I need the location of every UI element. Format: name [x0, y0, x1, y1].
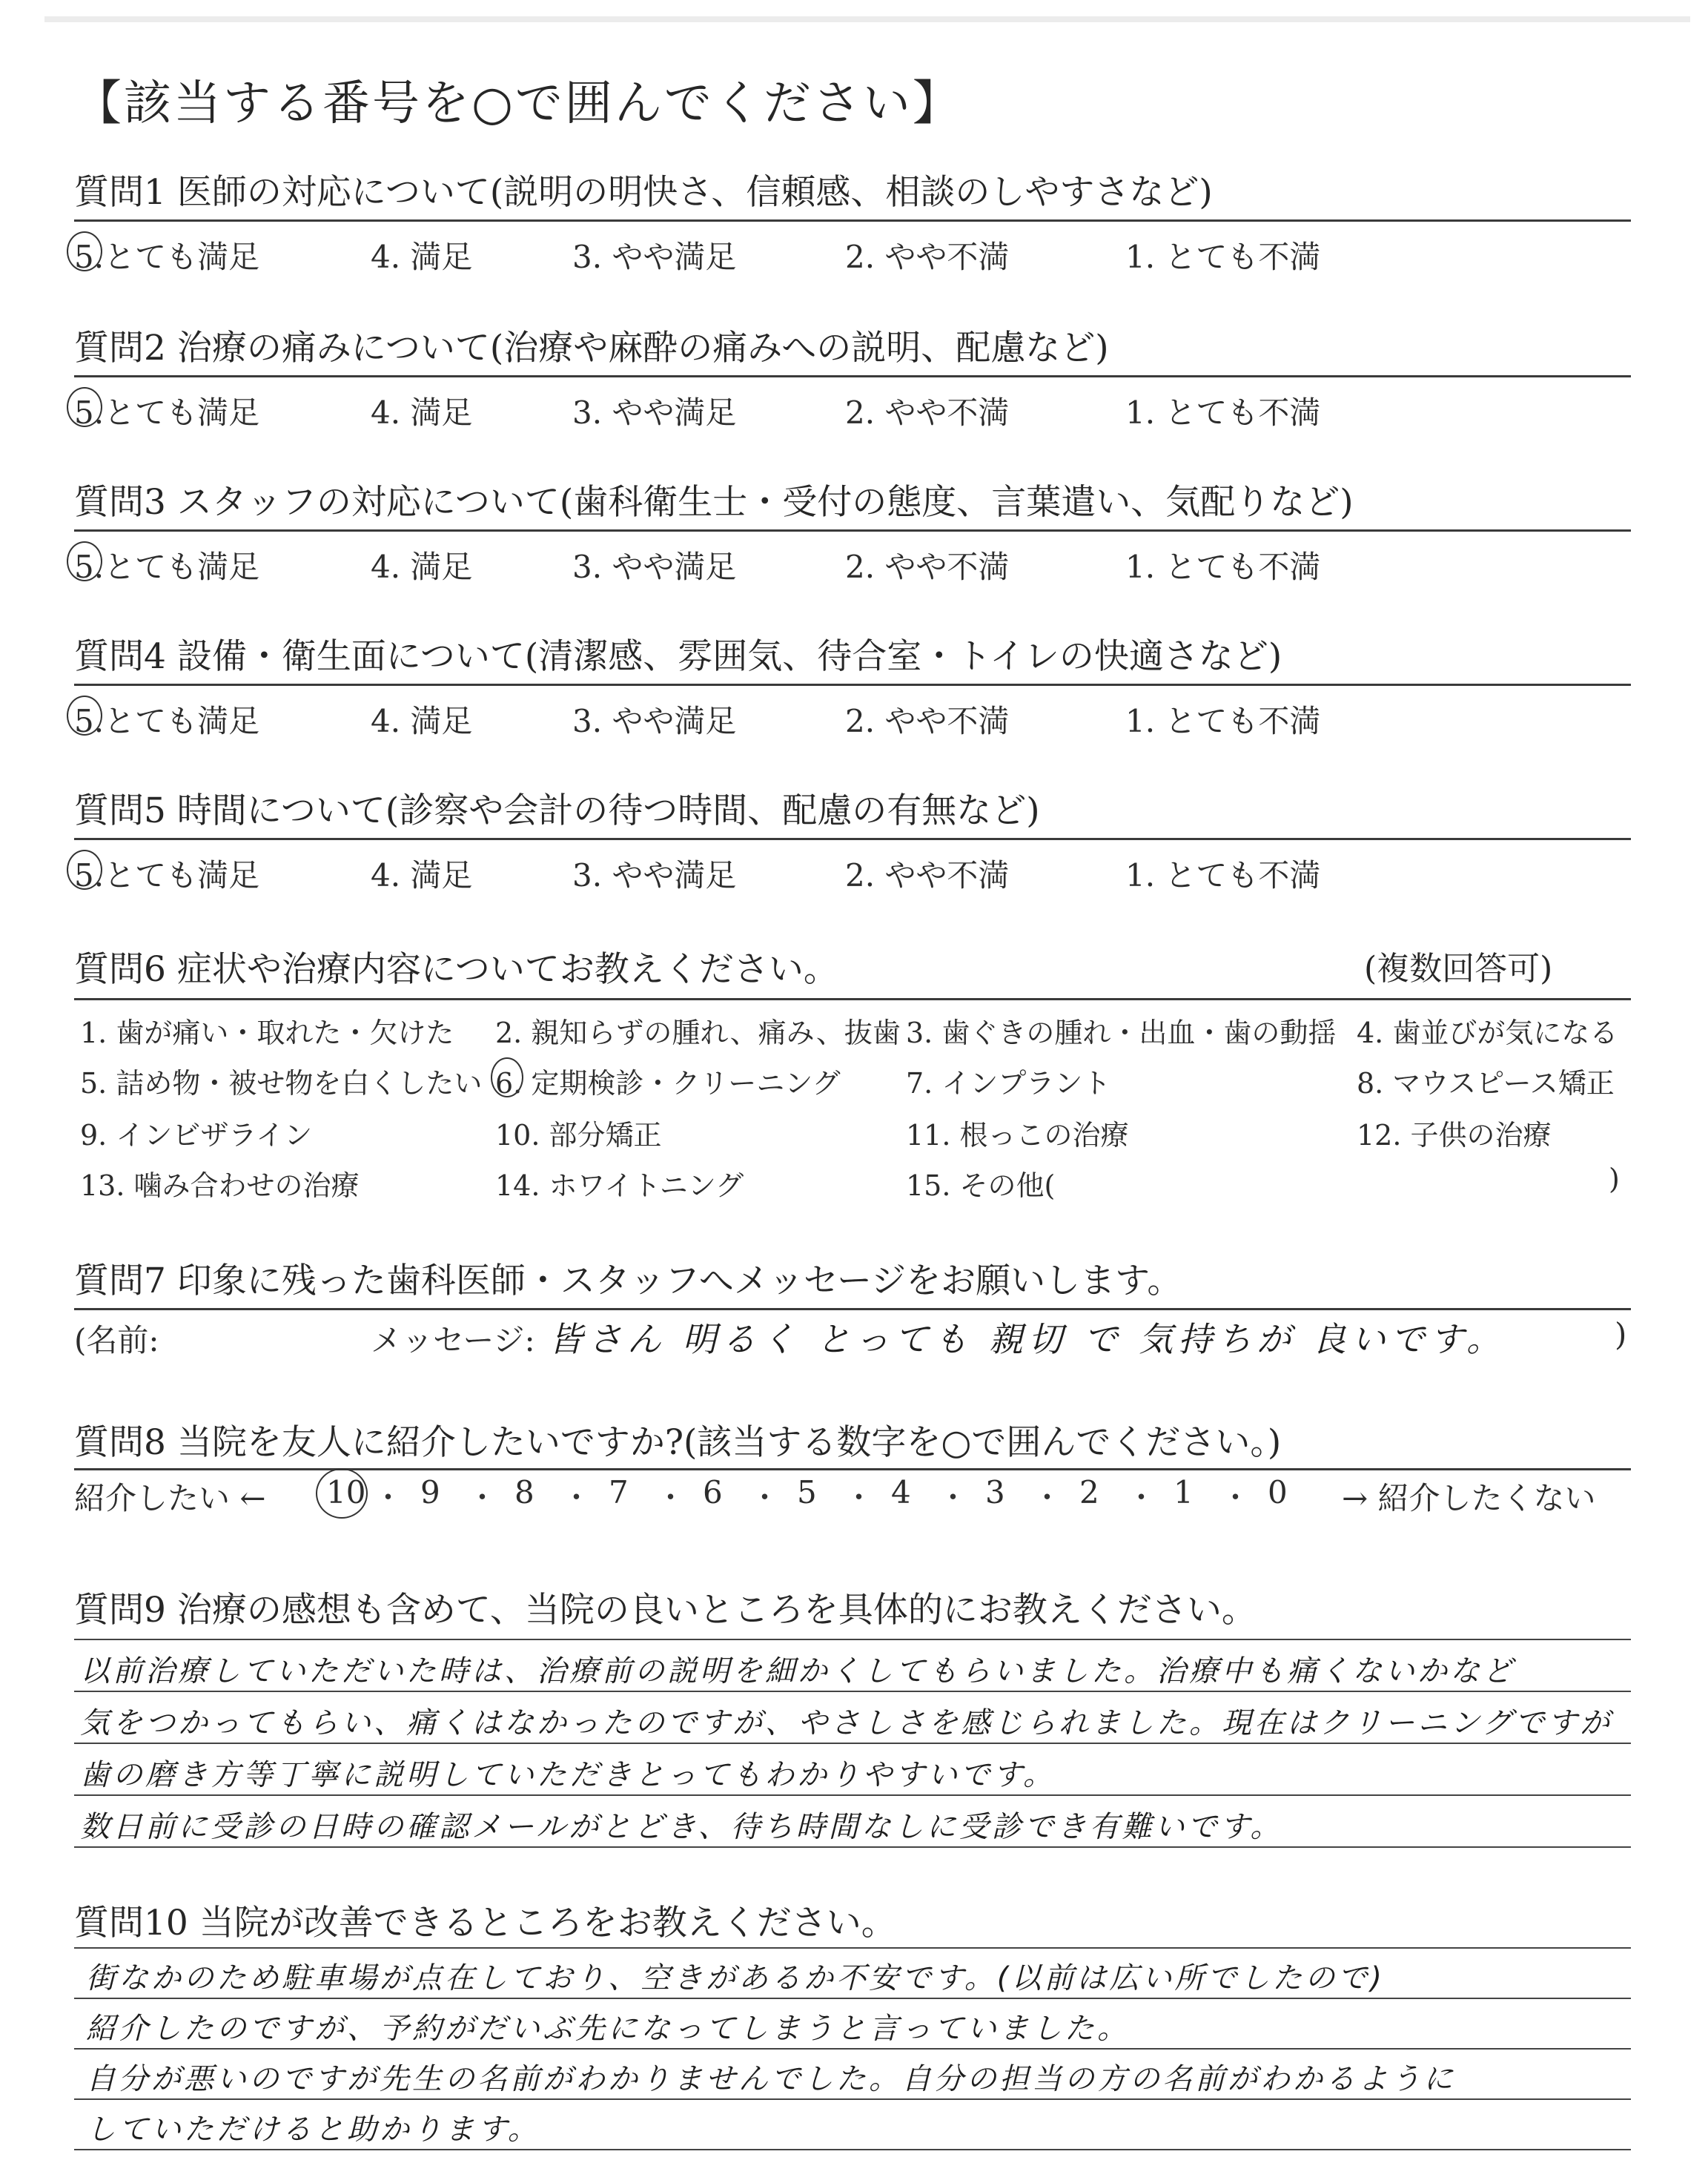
question-7-rule	[74, 1308, 1631, 1310]
q3-option-1: 1. とても不満	[1125, 549, 1321, 585]
question-8-rule	[74, 1468, 1631, 1470]
q6-option-9: 9. インビザライン	[80, 1119, 313, 1152]
recommend-score-1: 1	[1174, 1474, 1194, 1510]
scale-separator-dot: ・	[467, 1481, 497, 1515]
q5-option-2: 2. やや不満	[845, 857, 1010, 894]
q2-option-2: 2. やや不満	[845, 394, 1010, 431]
q2-option-1: 1. とても不満	[1125, 394, 1321, 431]
q4-selected-circle	[67, 696, 102, 736]
question-5-label: 質問5 時間について(診察や会計の待つ時間、配慮の有無など)	[74, 790, 1040, 831]
q9-answer-line-3: 歯の磨き方等丁寧に説明していただきとってもわかりやすいです。	[80, 1758, 1056, 1792]
message-label: メッセージ:	[371, 1322, 535, 1358]
q3-option-2: 2. やや不満	[845, 549, 1010, 585]
question-6-label: 質問6 症状や治療内容についてお教えください。	[74, 949, 838, 990]
q6-option-5: 5. 詰め物・被せ物を白くしたい	[80, 1067, 483, 1100]
question-4-label: 質問4 設備・衛生面について(清潔感、雰囲気、待合室・トイレの快適さなど)	[74, 636, 1282, 677]
q3-option-3: 3. やや満足	[572, 549, 737, 585]
scale-separator-dot: ・	[1032, 1481, 1062, 1515]
q6-option-3: 3. 歯ぐきの腫れ・出血・歯の動揺	[906, 1017, 1337, 1049]
q9-writing-line-3	[74, 1794, 1631, 1796]
recommend-score-2: 2	[1079, 1474, 1099, 1510]
q6-other-close-paren: )	[1609, 1163, 1620, 1195]
recommend-score-10: 10	[326, 1474, 366, 1510]
q1-option-4: 4. 満足	[371, 239, 473, 275]
question-2-label: 質問2 治療の痛みについて(治療や麻酔の痛みへの説明、配慮など)	[74, 328, 1109, 369]
q9-answer-line-1: 以前治療していただいた時は、治療前の説明を細かくしてもらいました。治療中も痛くないかなど	[80, 1654, 1515, 1688]
q10-answer-line-4: していただけると助かります。	[86, 2113, 540, 2147]
q5-option-3: 3. やや満足	[572, 857, 737, 894]
q6-option-8: 8. マウスピース矯正	[1357, 1067, 1615, 1100]
q10-writing-line-4	[74, 2149, 1631, 2150]
q9-answer-line-2: 気をつかってもらい、痛くはなかったのですが、やさしさを感じられました。現在はクリーニングですが	[80, 1706, 1613, 1740]
recommend-score-0: 0	[1268, 1474, 1288, 1510]
q3-option-4: 4. 満足	[371, 549, 473, 585]
scale-separator-dot: ・	[655, 1481, 686, 1515]
q9-writing-line-top	[74, 1639, 1631, 1640]
q6-option-6: 6. 定期検診・クリーニング	[495, 1067, 841, 1100]
recommend-left-label: 紹介したい ←	[74, 1480, 266, 1516]
question-9-label: 質問9 治療の感想も含めて、当院の良いところを具体的にお教えください。	[74, 1590, 1257, 1631]
recommend-score-3: 3	[985, 1474, 1005, 1510]
q6-option-12: 12. 子供の治療	[1357, 1119, 1552, 1152]
question-1-label: 質問1 医師の対応について(説明の明快さ、信頼感、相談のしやすさなど)	[74, 172, 1213, 213]
question-4-rule	[74, 684, 1631, 686]
q6-option-10: 10. 部分矯正	[495, 1119, 662, 1152]
question-1-rule	[74, 219, 1631, 222]
q5-option-4: 4. 満足	[371, 857, 473, 894]
q6-option-2: 2. 親知らずの腫れ、痛み、抜歯	[495, 1017, 901, 1049]
q4-option-2: 2. やや不満	[845, 703, 1010, 739]
scale-separator-dot: ・	[1220, 1481, 1251, 1515]
recommend-score-9: 9	[420, 1474, 440, 1510]
scale-separator-dot: ・	[938, 1481, 968, 1515]
scale-separator-dot: ・	[373, 1481, 403, 1515]
scale-separator-dot: ・	[749, 1481, 780, 1515]
q1-option-2: 2. やや不満	[845, 239, 1010, 275]
recommend-score-5: 5	[797, 1474, 817, 1510]
recommend-right-label: → 紹介したくない	[1342, 1480, 1596, 1516]
recommend-score-7: 7	[609, 1474, 629, 1510]
scale-separator-dot: ・	[561, 1481, 592, 1515]
question-3-label: 質問3 スタッフの対応について(歯科衛生士・受付の態度、言葉遣い、気配りなど)	[74, 482, 1354, 523]
question-6-note: (複数回答可)	[1364, 950, 1553, 988]
q4-option-4: 4. 満足	[371, 703, 473, 739]
message-text: 皆さん 明るく とっても 親切 で 気持ちが 良いです。	[549, 1319, 1506, 1359]
q2-option-5: 5.とても満足	[74, 394, 260, 431]
q6-option-13: 13. 噛み合わせの治療	[80, 1169, 360, 1202]
q9-writing-line-1	[74, 1691, 1631, 1692]
recommend-selected-circle	[316, 1468, 368, 1519]
q6-option-15: 15. その他(	[906, 1169, 1056, 1202]
q9-writing-line-4	[74, 1846, 1631, 1848]
q10-writing-line-3	[74, 2098, 1631, 2100]
q2-selected-circle	[67, 387, 102, 427]
question-7-label: 質問7 印象に残った歯科医師・スタッフへメッセージをお願いします。	[74, 1261, 1182, 1301]
question-3-rule	[74, 529, 1631, 532]
q6-option-4: 4. 歯並びが気になる	[1357, 1017, 1618, 1049]
q6-selected-circle-6	[491, 1057, 523, 1097]
q4-option-1: 1. とても不満	[1125, 703, 1321, 739]
question-5-rule	[74, 838, 1631, 840]
recommend-score-8: 8	[514, 1474, 534, 1510]
question-10-label: 質問10 当院が改善できるところをお教えください。	[74, 1903, 896, 1943]
q1-option-1: 1. とても不満	[1125, 239, 1321, 275]
q1-option-3: 3. やや満足	[572, 239, 737, 275]
q10-answer-line-2: 紹介したのですが、予約がだいぶ先になってしまうと言っていました。	[86, 2012, 1130, 2046]
q6-option-7: 7. インプラント	[906, 1067, 1111, 1100]
q9-writing-line-2	[74, 1743, 1631, 1744]
q2-option-4: 4. 満足	[371, 394, 473, 431]
q10-writing-line-top	[74, 1947, 1631, 1949]
scale-separator-dot: ・	[844, 1481, 874, 1515]
q6-option-14: 14. ホワイトニング	[495, 1169, 744, 1202]
q4-option-5: 5.とても満足	[74, 703, 260, 739]
q3-option-5: 5.とても満足	[74, 549, 260, 585]
form-heading: 【該当する番号を○で囲んでください】	[74, 76, 962, 131]
question-6-rule	[74, 998, 1631, 1000]
recommend-score-6: 6	[703, 1474, 723, 1510]
scale-separator-dot: ・	[1126, 1481, 1156, 1515]
q5-selected-circle	[67, 850, 102, 890]
q4-option-3: 3. やや満足	[572, 703, 737, 739]
page-top-edge	[44, 16, 1690, 22]
q10-writing-line-1	[74, 1998, 1631, 1999]
q10-answer-line-1: 街なかのため駐車場が点在しており、空きがあるか不安です。(以前は広い所でしたので)	[86, 1961, 1386, 1995]
q2-option-3: 3. やや満足	[572, 394, 737, 431]
q5-option-1: 1. とても不満	[1125, 857, 1321, 894]
q3-selected-circle	[67, 541, 102, 581]
q9-answer-line-4: 数日前に受診の日時の確認メールがとどき、待ち時間なしに受診でき有難いです。	[80, 1810, 1283, 1844]
q10-answer-line-3: 自分が悪いのですが先生の名前がわかりませんでした。自分の担当の方の名前がわかるように	[86, 2062, 1456, 2096]
q1-selected-circle	[67, 231, 102, 271]
q10-writing-line-2	[74, 2048, 1631, 2050]
name-label: (名前:	[74, 1322, 159, 1358]
q5-option-5: 5.とても満足	[74, 857, 260, 894]
q1-option-5: 5.とても満足	[74, 239, 260, 275]
q6-option-11: 11. 根っこの治療	[906, 1119, 1129, 1152]
question-2-rule	[74, 375, 1631, 377]
q6-option-1: 1. 歯が痛い・取れた・欠けた	[80, 1017, 454, 1049]
question-8-label: 質問8 当院を友人に紹介したいですか?(該当する数字を○で囲んでください。)	[74, 1422, 1282, 1463]
message-close-paren: )	[1615, 1316, 1627, 1353]
recommend-score-4: 4	[891, 1474, 911, 1510]
